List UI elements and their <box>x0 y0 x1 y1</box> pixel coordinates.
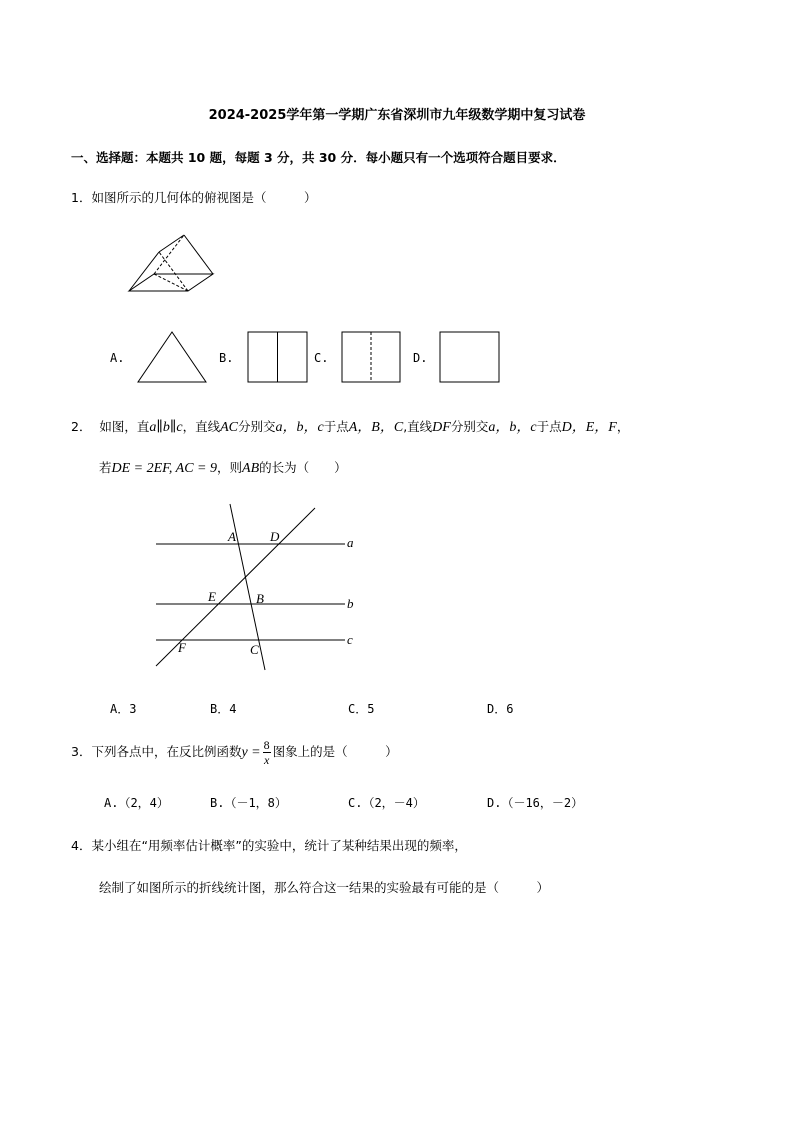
q1-option-d[interactable]: D. <box>413 351 428 365</box>
option-d-rect <box>439 331 501 384</box>
label-point-b: B <box>256 591 264 606</box>
q3-option-a[interactable]: A.（2，4） <box>104 796 169 810</box>
q2-option-d[interactable]: D．6 <box>487 702 514 716</box>
q2-option-b[interactable]: B．4 <box>210 702 237 716</box>
question-1-text: 1．如图所示的几何体的俯视图是（ ） <box>71 190 317 205</box>
q1-option-c[interactable]: C. <box>314 351 329 365</box>
prism-figure <box>125 230 217 296</box>
label-line-a: a <box>347 535 354 550</box>
q1-option-a[interactable]: A. <box>110 351 125 365</box>
label-point-a: A <box>228 529 236 544</box>
q3-option-b[interactable]: B.（－1，8） <box>210 796 287 810</box>
option-c-rect-dashed <box>341 331 402 384</box>
q3-option-d[interactable]: D.（－16，－2） <box>487 796 584 810</box>
question-4-line-1: 4．某小组在“用频率估计概率”的实验中，统计了某种结果出现的频率， <box>71 838 467 853</box>
q1-option-b[interactable]: B. <box>219 351 234 365</box>
option-b-rect-solid <box>247 331 309 384</box>
question-4-line-2: 绘制了如图所示的折线统计图，那么符合这一结果的实验最有可能的是（ ） <box>99 880 550 895</box>
label-line-c: c <box>347 632 353 647</box>
label-point-c: C <box>250 642 259 657</box>
q2-option-a[interactable]: A．3 <box>110 702 137 716</box>
section-heading: 一、选择题：本题共 10 题，每题 3 分，共 30 分．每小题只有一个选项符合题目要求． <box>71 150 566 165</box>
page-title: 2024-2025学年第一学期广东省深圳市九年级数学期中复习试卷 <box>208 108 586 123</box>
label-point-e: E <box>208 589 216 604</box>
question-2-line-1: 2． 如图，直a∥b∥c，直线AC分别交a，b，c于点A，B，C,直线DF分别交a，b，c于点D，E，F， <box>71 419 630 435</box>
label-point-d: D <box>270 529 280 544</box>
label-line-b: b <box>347 596 354 611</box>
question-2-line-2: 若DE = 2EF, AC = 9，则AB的长为（ ） <box>99 460 347 476</box>
fraction-8-over-x: $\frac{8}{x}$ <box>263 738 270 767</box>
label-point-f: F <box>178 640 186 655</box>
q2-option-c[interactable]: C．5 <box>348 702 375 716</box>
parallel-lines-diagram <box>150 500 365 675</box>
question-3-text: 3．下列各点中，在反比例函数y = $\frac{8}{x}$ 图象上的是（ ） <box>71 738 398 767</box>
q3-option-c[interactable]: C.（2，－4） <box>348 796 425 810</box>
option-a-triangle <box>136 330 208 384</box>
